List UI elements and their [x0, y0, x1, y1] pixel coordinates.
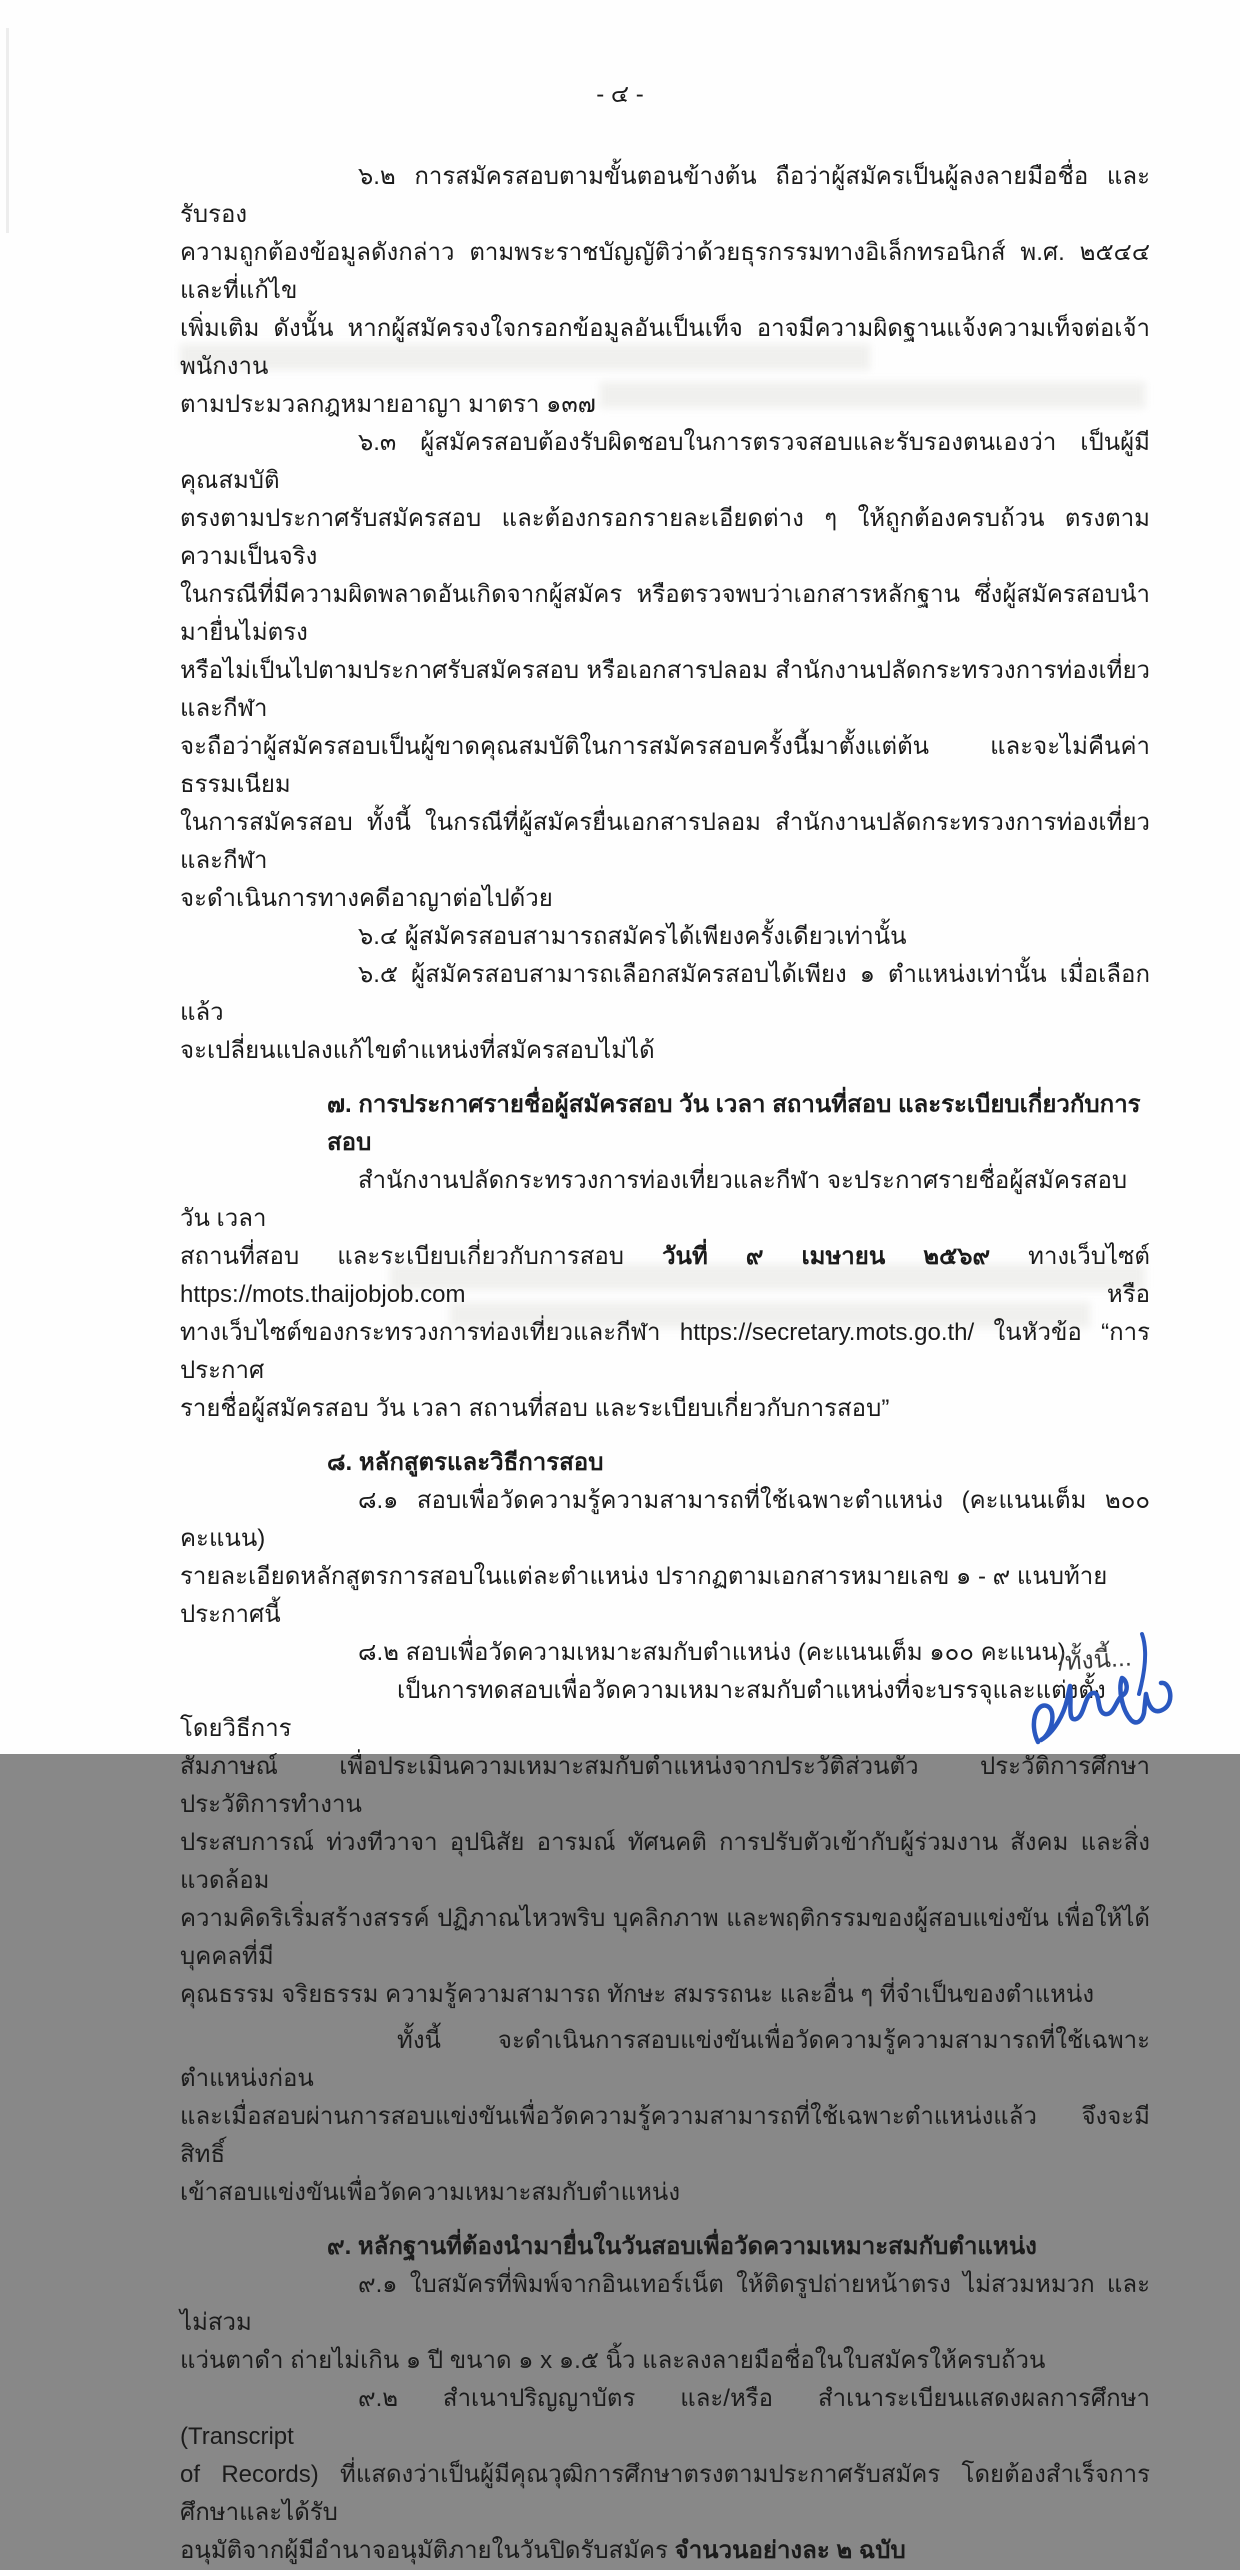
para-6-5 [180, 956, 1150, 1070]
text-line: ๙.๒ สำเนาปริญญาบัตร และ/หรือ สำเนาระเบียนแสดงผลการศึกษา (Transcript [180, 2385, 1150, 2450]
section-heading-7: ๗. การประกาศรายชื่อผู้สมัครสอบ วัน เวลา สถานที่สอบ และระเบียบเกี่ยวกับการสอบ [327, 1091, 1141, 1156]
para-6-2 [180, 158, 1150, 424]
para-7 [180, 1162, 1150, 1428]
text-line: ๖.๒ การสมัครสอบตามขั้นตอนข้างต้น ถือว่าผู้สมัครเป็นผู้ลงลายมือชื่อ และรับรอง [180, 163, 1150, 228]
para-8-1 [180, 1482, 1150, 1634]
text-line: ตรงตามประกาศรับสมัครสอบ และต้องกรอกรายละเอียดต่าง ๆ ให้ถูกต้องครบถ้วน ตรงตามความเป็นจริง [180, 505, 1150, 570]
text-line: แว่นตาดำ ถ่ายไม่เกิน ๑ ปี ขนาด ๑ x ๑.๕ นิ้ว และลงลายมือชื่อในใบสมัครให้ครบถ้วน [180, 2347, 1046, 2374]
text-line: หรือไม่เป็นไปตามประกาศรับสมัครสอบ หรือเอกสารปลอม สำนักงานปลัดกระทรวงการท่องเที่ยวและกีฬา [180, 657, 1150, 722]
text-line: และเมื่อสอบผ่านการสอบแข่งขันเพื่อวัดความรู้ความสามารถที่ใช้เฉพาะตำแหน่งแล้ว จึงจะมีสิทธิ์ [180, 2103, 1150, 2168]
page-number: - ๔ - [596, 81, 644, 108]
para-8-2 [180, 1634, 1150, 1672]
para-note [180, 2022, 1150, 2212]
para-6-4 [180, 918, 1150, 956]
scan-edge-artifact [6, 28, 9, 233]
text-line: ๙.๑ ใบสมัครที่พิมพ์จากอินเทอร์เน็ต ให้ติดรูปถ่ายหน้าตรง ไม่สวมหมวก และไม่สวม [180, 2271, 1150, 2336]
text-line: เข้าสอบแข่งขันเพื่อวัดความเหมาะสมกับตำแหน่ง [180, 2179, 681, 2206]
section-heading-9: ๙. หลักฐานที่ต้องนำมายื่นในวันสอบเพื่อวัดความเหมาะสมกับตำแหน่ง [327, 2233, 1037, 2260]
para-8-2-body [180, 1672, 1150, 2014]
section-heading-8: ๘. หลักสูตรและวิธีการสอบ [327, 1449, 604, 1476]
text-line: จะถือว่าผู้สมัครสอบเป็นผู้ขาดคุณสมบัติในการสมัครสอบครั้งนี้มาตั้งแต่ต้น และจะไม่คืนค่าธรรมเนียม [180, 733, 1150, 798]
text-line: ๘.๑ สอบเพื่อวัดความรู้ความสามารถที่ใช้เฉพาะตำแหน่ง (คะแนนเต็ม ๒๐๐ คะแนน) [180, 1487, 1150, 1552]
text-line: ตามประมวลกฎหมายอาญา มาตรา ๑๓๗ [180, 391, 596, 418]
text-line: สำนักงานปลัดกระทรวงการท่องเที่ยวและกีฬา จะประกาศรายชื่อผู้สมัครสอบ วัน เวลา [180, 1167, 1128, 1232]
text-segment: ทางเว็บไซต์ https://mots.thaijobjob.com หรือ [180, 1243, 1150, 1308]
text-line: จะดำเนินการทางคดีอาญาต่อไปด้วย [180, 885, 553, 912]
text-line: รายละเอียดหลักสูตรการสอบในแต่ละตำแหน่ง ปรากฏตามเอกสารหมายเลข ๑ - ๙ แนบท้ายประกาศนี้ [180, 1563, 1108, 1628]
annotation-note: /ทั้งนี้... [1057, 1643, 1133, 1677]
text-line: ในกรณีที่มีความผิดพลาดอันเกิดจากผู้สมัคร หรือตรวจพบว่าเอกสารหลักฐาน ซึ่งผู้สมัครสอบนำมายื่นไม่ตรง [180, 581, 1150, 646]
text-line: ประสบการณ์ ท่วงทีวาจา อุปนิสัย อารมณ์ ทัศนคติ การปรับตัวเข้ากับผู้ร่วมงาน สังคม และสิ่งแวดล้อม [180, 1829, 1150, 1894]
text-line: ๖.๔ ผู้สมัครสอบสามารถสมัครได้เพียงครั้งเดียวเท่านั้น [358, 923, 907, 950]
text-line: ๖.๕ ผู้สมัครสอบสามารถเลือกสมัครสอบได้เพียง ๑ ตำแหน่งเท่านั้น เมื่อเลือกแล้ว [180, 961, 1150, 1026]
para-6-3 [180, 424, 1150, 918]
document-body [180, 158, 1150, 2570]
text-line: ๖.๓ ผู้สมัครสอบต้องรับผิดชอบในการตรวจสอบและรับรองตนเองว่า เป็นผู้มีคุณสมบัติ [180, 429, 1150, 494]
para-9-1 [180, 2266, 1150, 2380]
text-line: ความคิดริเริ่มสร้างสรรค์ ปฏิภาณไหวพริบ บุคลิกภาพ และพฤติกรรมของผู้สอบแข่งขัน เพื่อให้ได้บุคคลที่มี [180, 1905, 1150, 1970]
copies-required: จำนวนอย่างละ ๒ ฉบับ [674, 2537, 906, 2564]
handwritten-annotation [1020, 1628, 1190, 1754]
text-line: สัมภาษณ์ เพื่อประเมินความเหมาะสมกับตำแหน่งจากประวัติส่วนตัว ประวัติการศึกษา ประวัติการทำงาน [180, 1753, 1150, 1818]
text-line: รายชื่อผู้สมัครสอบ วัน เวลา สถานที่สอบ และระเบียบเกี่ยวกับการสอบ” [180, 1395, 890, 1422]
text-segment: อนุมัติจากผู้มีอำนาจอนุมัติภายในวันปิดรับสมัคร [180, 2537, 675, 2564]
text-line: ทางเว็บไซต์ของกระทรวงการท่องเที่ยวและกีฬา https://secretary.mots.go.th/ ในหัวข้อ “การประกาศ [180, 1319, 1150, 1384]
exam-announce-date: วันที่ ๙ เมษายน ๒๕๖๙ [662, 1243, 991, 1270]
text-line [180, 2532, 1150, 2570]
text-line: ในการสมัครสอบ ทั้งนี้ ในกรณีที่ผู้สมัครยื่นเอกสารปลอม สำนักงานปลัดกระทรวงการท่องเที่ยวและกีฬา [180, 809, 1150, 874]
text-line: คุณธรรม จริยธรรม ความรู้ความสามารถ ทักษะ สมรรถนะ และอื่น ๆ ที่จำเป็นของตำแหน่ง [180, 1981, 1095, 2008]
text-line [180, 1238, 1150, 1314]
text-segment: สถานที่สอบ และระเบียบเกี่ยวกับการสอบ [180, 1243, 663, 1270]
text-line: ทั้งนี้ จะดำเนินการสอบแข่งขันเพื่อวัดความรู้ความสามารถที่ใช้เฉพาะตำแหน่งก่อน [180, 2027, 1150, 2092]
text-line: เพิ่มเติม ดังนั้น หากผู้สมัครจงใจกรอกข้อมูลอันเป็นเท็จ อาจมีความผิดฐานแจ้งความเท็จต่อเจ้าพนักงาน [180, 315, 1150, 380]
para-9-2 [180, 2380, 1150, 2570]
text-line: จะเปลี่ยนแปลงแก้ไขตำแหน่งที่สมัครสอบไม่ได้ [180, 1037, 655, 1064]
text-line: ๘.๒ สอบเพื่อวัดความเหมาะสมกับตำแหน่ง (คะแนนเต็ม ๑๐๐ คะแนน) [358, 1639, 1066, 1666]
text-line: ความถูกต้องข้อมูลดังกล่าว ตามพระราชบัญญัติว่าด้วยธุรกรรมทางอิเล็กทรอนิกส์ พ.ศ. ๒๕๔๔ และที่แก้ไข [180, 239, 1150, 304]
text-line: of Records) ที่แสดงว่าเป็นผู้มีคุณวุฒิการศึกษาตรงตามประกาศรับสมัคร โดยต้องสำเร็จการศึกษาและได้รับ [180, 2461, 1150, 2526]
text-line: เป็นการทดสอบเพื่อวัดความเหมาะสมกับตำแหน่งที่จะบรรจุและแต่งตั้ง โดยวิธีการ [180, 1677, 1106, 1742]
